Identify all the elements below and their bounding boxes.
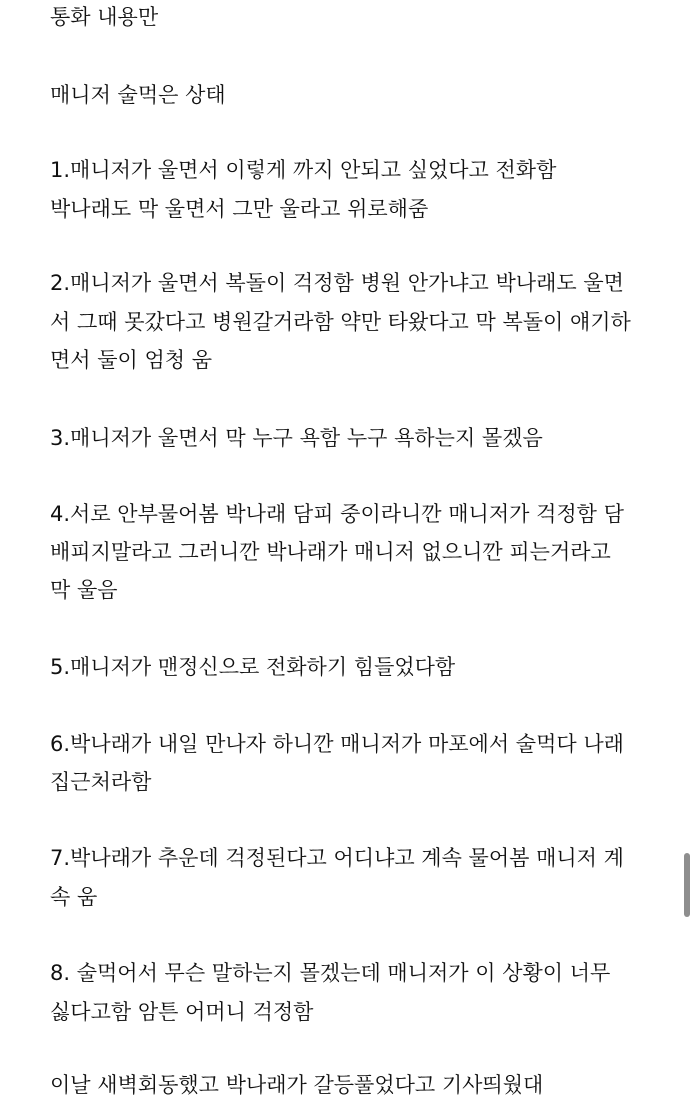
item-6-line-1: 6.박나래가 내일 만나자 하니깐 매니저가 마포에서 술먹다 나래	[50, 732, 624, 756]
item-5-line-1: 5.매니저가 맨정신으로 전화하기 힘들었다함	[50, 655, 456, 679]
item-7-line-2: 속 움	[50, 885, 98, 909]
item-8-line-1: 8. 술먹어서 무슨 말하는지 몰겠는데 매니저가 이 상황이 너무	[50, 961, 611, 985]
scrollbar[interactable]	[686, 0, 696, 1107]
intro-text: 매니저 술먹은 상태	[50, 83, 226, 107]
item-4-line-1: 4.서로 안부물어봄 박나래 담피 중이라니깐 매니저가 걱정함 담	[50, 502, 624, 526]
item-7-line-1: 7.박나래가 추운데 걱정된다고 어디냐고 계속 물어봄 매니저 계	[50, 846, 624, 870]
item-4-line-2: 배피지말라고 그러니깐 박나래가 매니저 없으니깐 피는거라고	[50, 540, 611, 564]
scrollbar-thumb[interactable]	[684, 853, 690, 917]
item-1-line-1: 1.매니저가 울면서 이렇게 까지 안되고 싶었다고 전화함	[50, 158, 557, 182]
item-4-line-3: 막 울음	[50, 578, 118, 602]
item-2-line-2: 서 그때 못갔다고 병원갈거라함 약만 타왔다고 막 복돌이 얘기하	[50, 310, 631, 334]
item-1-line-2: 박나래도 막 울면서 그만 울라고 위로해줌	[50, 197, 429, 221]
item-3-line-1: 3.매니저가 울면서 막 누구 욕함 누구 욕하는지 몰겠음	[50, 426, 543, 450]
closing-text: 이날 새벽회동했고 박나래가 갈등풀었다고 기사띄웠대	[50, 1073, 544, 1097]
item-2-line-3: 면서 둘이 엄청 움	[50, 348, 213, 372]
heading-text: 통화 내용만	[50, 5, 159, 29]
item-2-line-1: 2.매니저가 울면서 복돌이 걱정함 병원 안가냐고 박나래도 울면	[50, 271, 624, 295]
item-6-line-2: 집근처라함	[50, 770, 152, 794]
item-8-line-2: 싫다고함 암튼 어머니 걱정함	[50, 1000, 314, 1024]
